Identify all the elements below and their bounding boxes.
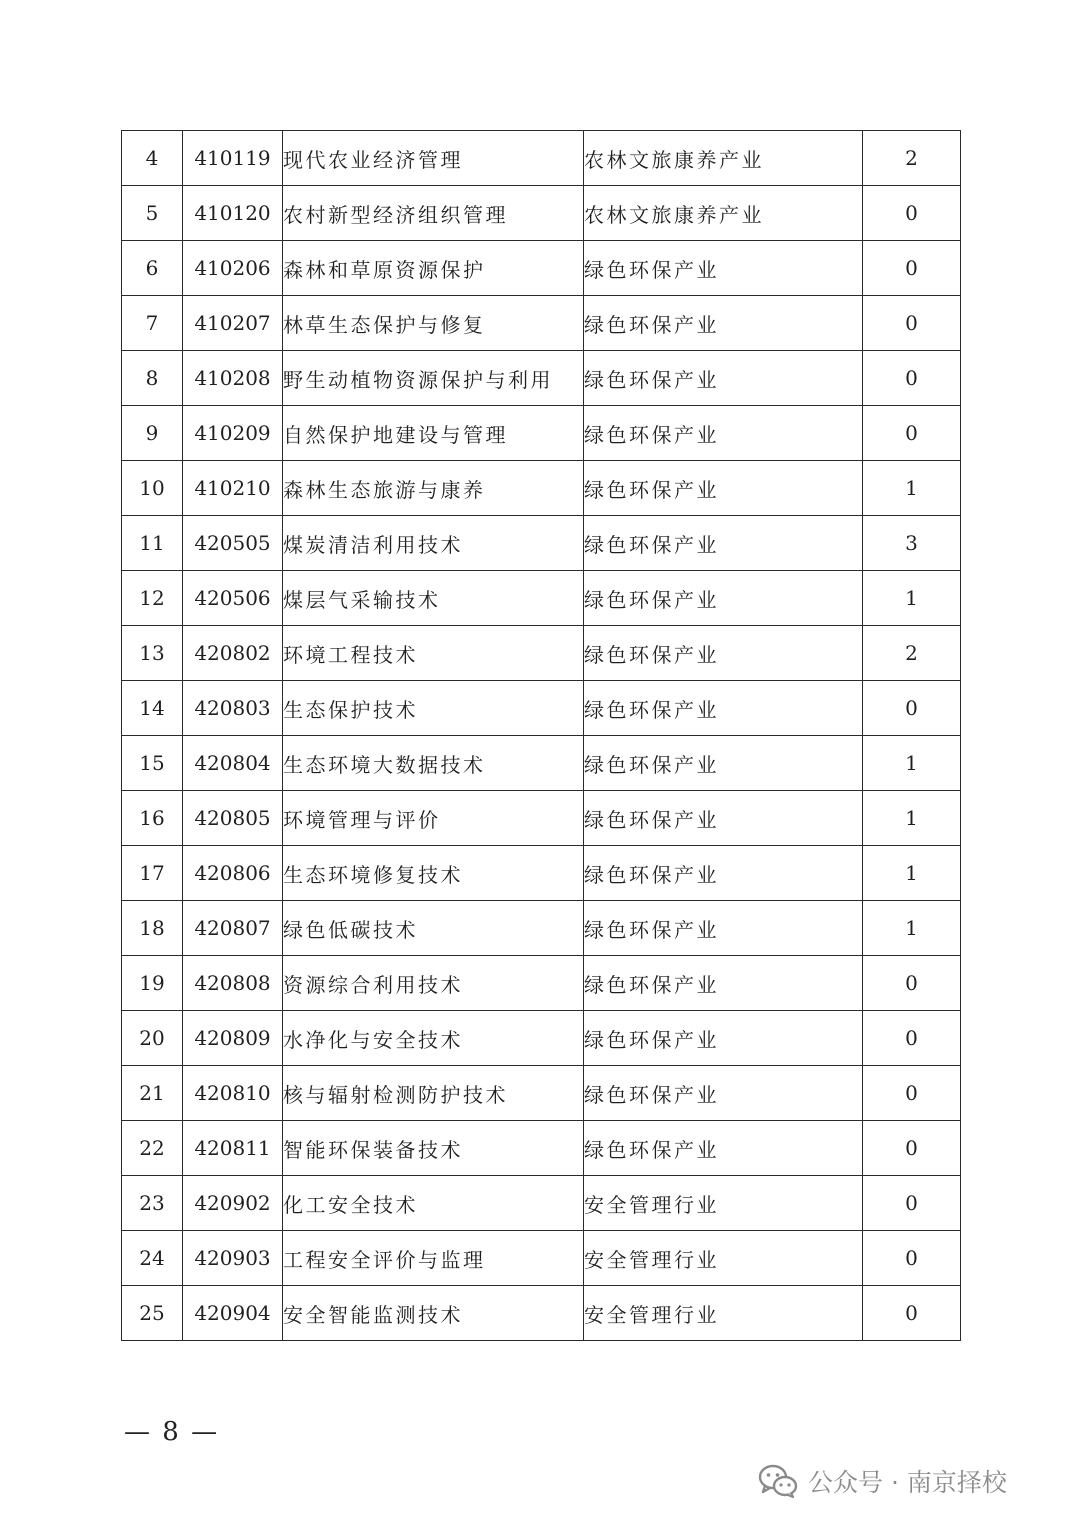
cell-count: 1 (863, 846, 961, 901)
table-row (122, 1011, 961, 1066)
watermark-text: 公众号 · 南京择校 (808, 1468, 1007, 1497)
table-row (122, 1286, 961, 1341)
cell-count: 0 (863, 956, 961, 1011)
table-row (122, 626, 961, 681)
cell-serial-number: 22 (122, 1121, 183, 1176)
table-row (122, 1066, 961, 1121)
cell-serial-number: 5 (122, 186, 183, 241)
cell-industry: 绿色环保产业 (584, 1011, 863, 1066)
cell-major-name: 煤层气采输技术 (283, 571, 584, 626)
cell-serial-number: 15 (122, 736, 183, 791)
cell-serial-number: 12 (122, 571, 183, 626)
cell-serial-number: 24 (122, 1231, 183, 1286)
cell-industry: 绿色环保产业 (584, 681, 863, 736)
cell-count: 1 (863, 571, 961, 626)
cell-major-code: 410206 (183, 241, 283, 296)
cell-serial-number: 23 (122, 1176, 183, 1231)
cell-major-code: 420807 (183, 901, 283, 956)
cell-industry: 绿色环保产业 (584, 791, 863, 846)
table-row (122, 461, 961, 516)
cell-count: 1 (863, 791, 961, 846)
cell-count: 0 (863, 1231, 961, 1286)
cell-serial-number: 18 (122, 901, 183, 956)
cell-major-code: 410210 (183, 461, 283, 516)
cell-industry: 安全管理行业 (584, 1231, 863, 1286)
watermark (758, 1463, 1007, 1499)
cell-major-name: 化工安全技术 (283, 1176, 584, 1231)
cell-major-name: 绿色低碳技术 (283, 901, 584, 956)
cell-count: 2 (863, 626, 961, 681)
wechat-icon (758, 1464, 798, 1498)
page-number: — 8 — (124, 1417, 220, 1447)
cell-count: 0 (863, 296, 961, 351)
cell-major-name: 环境管理与评价 (283, 791, 584, 846)
cell-major-name: 安全智能监测技术 (283, 1286, 584, 1341)
cell-serial-number: 25 (122, 1286, 183, 1341)
cell-serial-number: 7 (122, 296, 183, 351)
table-row (122, 1121, 961, 1176)
cell-count: 0 (863, 1176, 961, 1231)
cell-major-code: 420505 (183, 516, 283, 571)
cell-major-name: 自然保护地建设与管理 (283, 406, 584, 461)
cell-serial-number: 14 (122, 681, 183, 736)
table-row (122, 296, 961, 351)
cell-serial-number: 4 (122, 131, 183, 186)
cell-major-name: 生态环境修复技术 (283, 846, 584, 901)
table-row (122, 1231, 961, 1286)
table-row (122, 351, 961, 406)
cell-industry: 绿色环保产业 (584, 1121, 863, 1176)
table-row (122, 791, 961, 846)
cell-major-name: 林草生态保护与修复 (283, 296, 584, 351)
cell-count: 2 (863, 131, 961, 186)
cell-major-code: 420803 (183, 681, 283, 736)
cell-count: 0 (863, 351, 961, 406)
cell-major-name: 工程安全评价与监理 (283, 1231, 584, 1286)
cell-major-code: 420902 (183, 1176, 283, 1231)
cell-industry: 绿色环保产业 (584, 241, 863, 296)
cell-major-name: 野生动植物资源保护与利用 (283, 351, 584, 406)
cell-count: 0 (863, 1011, 961, 1066)
cell-industry: 农林文旅康养产业 (584, 131, 863, 186)
table-row (122, 736, 961, 791)
cell-major-code: 420806 (183, 846, 283, 901)
cell-serial-number: 11 (122, 516, 183, 571)
cell-industry: 绿色环保产业 (584, 571, 863, 626)
table-row (122, 516, 961, 571)
cell-serial-number: 17 (122, 846, 183, 901)
cell-count: 0 (863, 1121, 961, 1176)
cell-count: 1 (863, 461, 961, 516)
cell-industry: 安全管理行业 (584, 1176, 863, 1231)
cell-major-code: 410208 (183, 351, 283, 406)
cell-serial-number: 16 (122, 791, 183, 846)
cell-major-name: 水净化与安全技术 (283, 1011, 584, 1066)
cell-industry: 农林文旅康养产业 (584, 186, 863, 241)
cell-count: 3 (863, 516, 961, 571)
cell-serial-number: 21 (122, 1066, 183, 1121)
table-row (122, 186, 961, 241)
cell-major-code: 410119 (183, 131, 283, 186)
cell-serial-number: 6 (122, 241, 183, 296)
cell-industry: 绿色环保产业 (584, 516, 863, 571)
table-row (122, 901, 961, 956)
cell-industry: 绿色环保产业 (584, 736, 863, 791)
cell-serial-number: 19 (122, 956, 183, 1011)
cell-industry: 绿色环保产业 (584, 296, 863, 351)
table-row (122, 571, 961, 626)
table-row (122, 846, 961, 901)
cell-major-name: 农村新型经济组织管理 (283, 186, 584, 241)
cell-count: 0 (863, 1066, 961, 1121)
cell-major-name: 核与辐射检测防护技术 (283, 1066, 584, 1121)
cell-industry: 绿色环保产业 (584, 461, 863, 516)
cell-major-name: 智能环保装备技术 (283, 1121, 584, 1176)
cell-major-name: 森林和草原资源保护 (283, 241, 584, 296)
cell-major-code: 420903 (183, 1231, 283, 1286)
cell-major-name: 资源综合利用技术 (283, 956, 584, 1011)
cell-major-code: 420810 (183, 1066, 283, 1121)
cell-count: 1 (863, 901, 961, 956)
cell-major-code: 410120 (183, 186, 283, 241)
cell-major-code: 420811 (183, 1121, 283, 1176)
cell-major-code: 420904 (183, 1286, 283, 1341)
cell-serial-number: 9 (122, 406, 183, 461)
cell-industry: 绿色环保产业 (584, 626, 863, 681)
cell-serial-number: 13 (122, 626, 183, 681)
table-row (122, 406, 961, 461)
cell-industry: 绿色环保产业 (584, 901, 863, 956)
table-row (122, 241, 961, 296)
cell-major-code: 420808 (183, 956, 283, 1011)
major-table (121, 130, 961, 1341)
cell-industry: 绿色环保产业 (584, 846, 863, 901)
cell-major-name: 环境工程技术 (283, 626, 584, 681)
cell-major-code: 420809 (183, 1011, 283, 1066)
cell-count: 0 (863, 681, 961, 736)
cell-major-name: 生态环境大数据技术 (283, 736, 584, 791)
table-row (122, 681, 961, 736)
cell-count: 0 (863, 1286, 961, 1341)
cell-major-code: 420805 (183, 791, 283, 846)
cell-serial-number: 8 (122, 351, 183, 406)
cell-count: 0 (863, 186, 961, 241)
cell-serial-number: 10 (122, 461, 183, 516)
cell-major-code: 420802 (183, 626, 283, 681)
table-body (122, 131, 961, 1341)
cell-industry: 绿色环保产业 (584, 1066, 863, 1121)
cell-industry: 绿色环保产业 (584, 351, 863, 406)
cell-industry: 安全管理行业 (584, 1286, 863, 1341)
cell-serial-number: 20 (122, 1011, 183, 1066)
cell-major-code: 410207 (183, 296, 283, 351)
cell-count: 0 (863, 406, 961, 461)
cell-major-code: 420804 (183, 736, 283, 791)
cell-count: 0 (863, 241, 961, 296)
cell-count: 1 (863, 736, 961, 791)
cell-major-name: 森林生态旅游与康养 (283, 461, 584, 516)
table-row (122, 956, 961, 1011)
cell-major-name: 煤炭清洁利用技术 (283, 516, 584, 571)
cell-major-code: 420506 (183, 571, 283, 626)
table-row (122, 1176, 961, 1231)
table-row (122, 131, 961, 186)
cell-major-name: 生态保护技术 (283, 681, 584, 736)
cell-industry: 绿色环保产业 (584, 956, 863, 1011)
cell-industry: 绿色环保产业 (584, 406, 863, 461)
cell-major-code: 410209 (183, 406, 283, 461)
cell-major-name: 现代农业经济管理 (283, 131, 584, 186)
